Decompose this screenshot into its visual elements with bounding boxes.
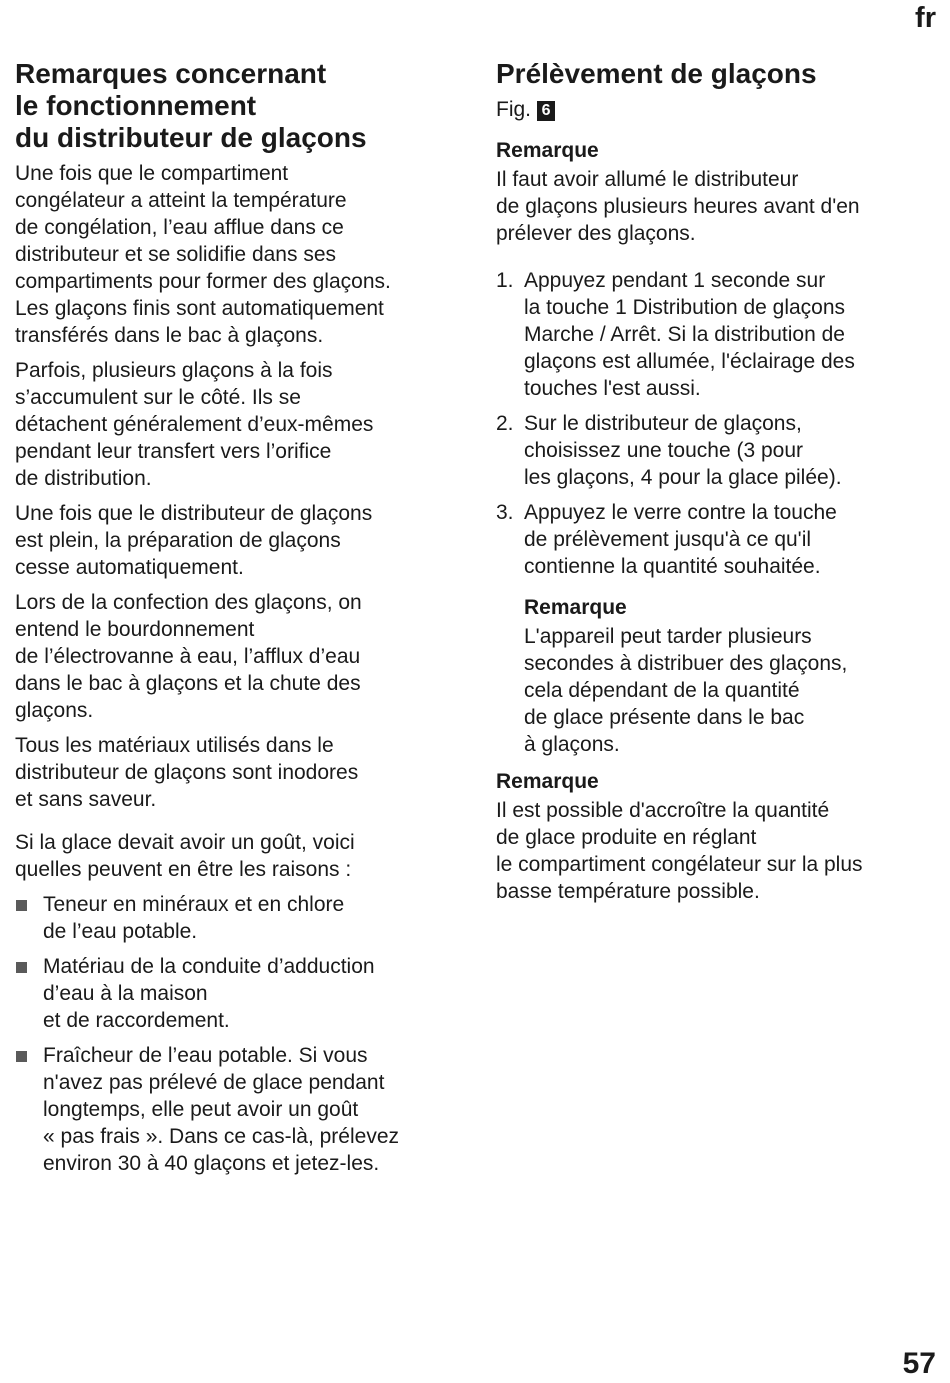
paragraph: Une fois que le distributeur de glaçons est plein, la préparation de glaçons cesse automatiquement. bbox=[15, 502, 373, 579]
taste-reasons-list bbox=[15, 891, 460, 1177]
figure-number-badge: 6 bbox=[537, 101, 555, 121]
square-bullet-icon bbox=[16, 1051, 27, 1062]
steps-list bbox=[496, 267, 936, 758]
note-label: Remarque bbox=[524, 596, 627, 619]
list-item: Matériau de la conduite d’adduction d’eau à la maison et de raccordement. bbox=[15, 953, 460, 1034]
note-label: Remarque bbox=[496, 770, 599, 793]
note-text: L'appareil peut tarder plusieurs secondes à distribuer des glaçons, cela dépendant de la quantité de glace présente dans le bac à glaçons. bbox=[524, 625, 848, 756]
square-bullet-icon bbox=[16, 962, 27, 973]
paragraph: Parfois, plusieurs glaçons à la fois s’accumulent sur le côté. Ils se détachent généralement d’eux-mêmes pendant leur transfert vers l’orifice de distribution. bbox=[15, 359, 374, 490]
section-title-ice-dispenser-notes: Remarques concernant le fonctionnement du distributeur de glaçons bbox=[15, 58, 367, 153]
section-title-ice-removal: Prélèvement de glaçons bbox=[496, 58, 817, 89]
list-item: Fraîcheur de l’eau potable. Si vous n'avez pas prélevé de glace pendant longtemps, elle peut avoir un goût « pas frais ». Dans ce cas-là, prélevez environ 30 à 40 glaçons et jetez-les. bbox=[15, 1042, 460, 1177]
step-item: 2. Sur le distributeur de glaçons, choisissez une touche (3 pour les glaçons, 4 pour la glace pilée). bbox=[496, 412, 842, 489]
list-item: Teneur en minéraux et en chlore de l’eau potable. bbox=[15, 891, 460, 945]
step-note bbox=[524, 594, 936, 758]
note-text: Il est possible d'accroître la quantité de glace produite en réglant le compartiment congélateur sur la plus basse température possible. bbox=[496, 799, 863, 903]
step-item: 1. Appuyez pendant 1 seconde sur la touche 1 Distribution de glaçons Marche / Arrêt. Si la distribution de glaçons est allumée, l'éclairage des touches l'est aussi. bbox=[496, 269, 855, 400]
paragraph: Lors de la confection des glaçons, on entend le bourdonnement de l’électrovanne à eau, l’afflux d’eau dans le bac à glaçons et la chute des glaçons. bbox=[15, 591, 362, 722]
note-label: Remarque bbox=[496, 139, 599, 162]
left-column bbox=[15, 58, 460, 1185]
right-column bbox=[496, 58, 936, 925]
step-item: 3. Appuyez le verre contre la touche de prélèvement jusqu'à ce qu'il contienne la quantité souhaitée. Remarque L'appareil peut tarder plusieurs secondes à distribuer des glaçons, cela dépendant de la quantité de glace présente dans le bac à glaçons. bbox=[496, 499, 936, 758]
language-tag: fr bbox=[915, 2, 936, 34]
paragraph: Une fois que le compartiment congélateur a atteint la température de congélation, l’eau afflue dans ce distributeur et se solidifie dans ses compartiments pour former des glaçons. Les glaçons finis sont automatiquement transférés dans le bac à glaçons. bbox=[15, 162, 391, 347]
page-number: 57 bbox=[902, 1347, 936, 1380]
square-bullet-icon bbox=[16, 900, 27, 911]
figure-reference: Fig. 6 bbox=[496, 96, 936, 123]
paragraph: Tous les matériaux utilisés dans le distributeur de glaçons sont inodores et sans saveur. bbox=[15, 734, 359, 811]
paragraph: Si la glace devait avoir un goût, voici quelles peuvent en être les raisons : bbox=[15, 831, 355, 881]
note-text: Il faut avoir allumé le distributeur de glaçons plusieurs heures avant d'en prélever des glaçons. bbox=[496, 168, 860, 245]
